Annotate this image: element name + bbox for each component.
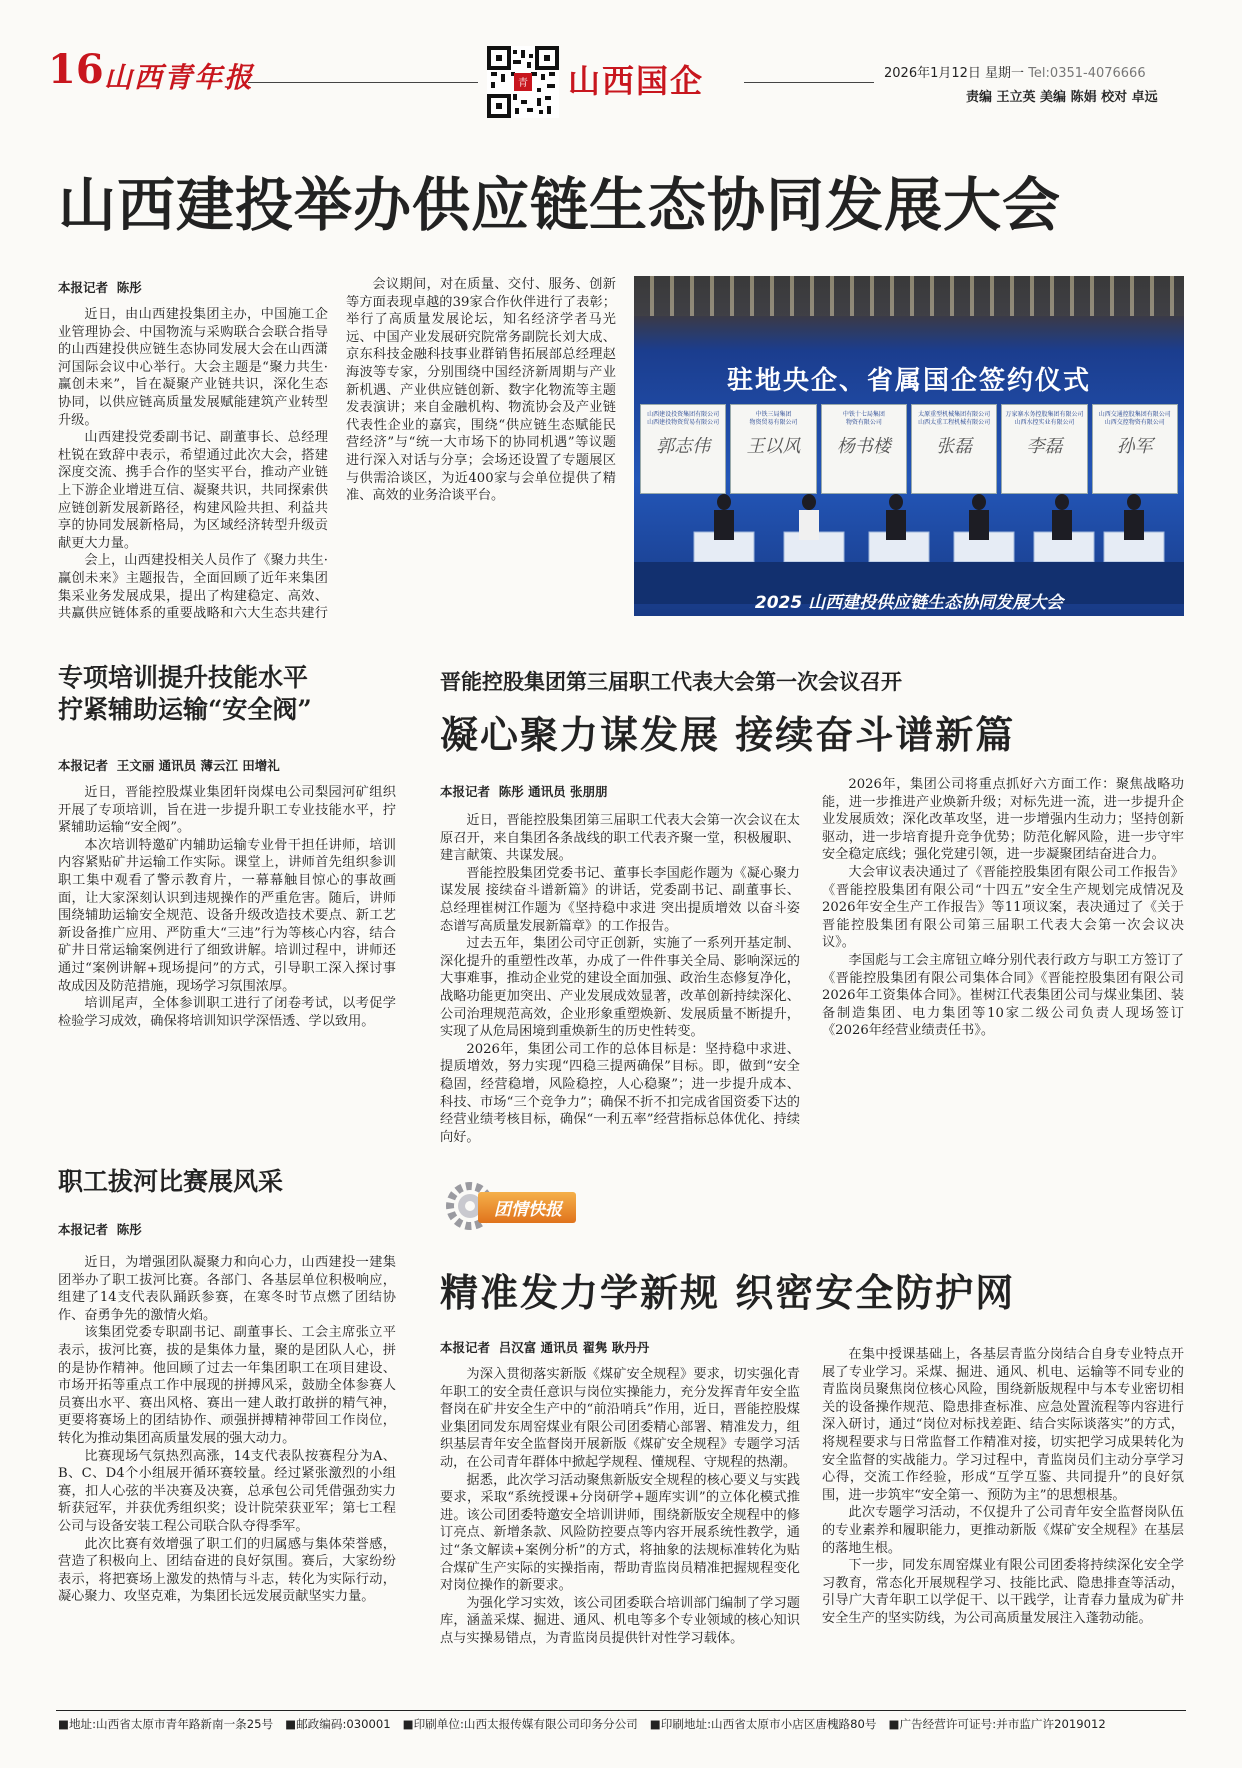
safety-col-1 — [440, 1366, 800, 1690]
tugofwar-body — [58, 1254, 396, 1690]
page-number: 16 — [48, 46, 104, 93]
byline-names: 陈彤 通讯员 张朋朋 — [498, 784, 608, 799]
signing-board — [911, 404, 997, 494]
board-org: 太原重型机械集团有限公司 — [918, 411, 991, 418]
board-signature: 张磊 — [936, 436, 973, 457]
board-org: 万家寨水务控股集团有限公司 — [1005, 411, 1084, 418]
paper-name: 山西青年报 — [104, 61, 255, 94]
lead-headline: 山西建投举办供应链生态协同发展大会 — [58, 171, 1062, 239]
footer — [58, 1716, 1188, 1732]
board-org: 中铁十七局集团 — [842, 411, 885, 418]
board-signature: 孙军 — [1116, 436, 1153, 457]
safety-paragraph: 此次专题学习活动，不仅提升了公司青年安全监督岗队伍的专业素养和履职能力，更推动新版《煤矿安全规程》在基层的落地生根。 — [822, 1505, 1184, 1556]
byline-label: 本报记者 — [440, 1340, 491, 1355]
tel: Tel:0351-4076666 — [1028, 66, 1146, 81]
byline-label: 本报记者 — [58, 280, 109, 295]
footer-rule — [56, 1710, 1186, 1711]
training-body — [58, 784, 396, 1102]
board-org: 山西交控物资有限公司 — [1104, 419, 1165, 426]
signing-board — [1001, 404, 1087, 494]
training-paragraph: 本次培训特邀矿内辅助运输专业骨干担任讲师，培训内容紧贴矿井运输工作实际。课堂上，讲师首先组织参训职工集中观看了警示教育片，一幕幕触目惊心的事故画面，让大家深刻认识到违规操作的严重危害。随后，讲师围绕辅助运输安全规范、设备升级改造技术要点、新工艺新设备推广应用、严防重大“三违”行为等核心内容，结合矿井日常运输案例进行了细致讲解。培训过程中，讲师还通过“案例讲解+现场提问”的方式，引导职工深入探讨事故成因及防范措施，现场学习氛围浓厚。 — [58, 837, 396, 994]
congress-paragraph: 李国彪与工会主席钮立峰分别代表行政方与职工方签订了《晋能控股集团有限公司集体合同》《晋能控股集团有限公司2026年工资集体合同》。崔树江代表集团公司与煤业集团、装备制造集团、电力集团等10家二级公司负责人现场签订《2026年经营业绩责任书》。 — [822, 952, 1184, 1039]
signing-board — [730, 404, 816, 494]
masthead-date-line — [884, 62, 1146, 81]
svg-text:青: 青 — [518, 78, 528, 89]
board-signature: 王以风 — [746, 436, 801, 457]
byline-names: 王文丽 通讯员 薄云江 田增礼 — [116, 758, 280, 773]
safety-paragraph: 在集中授课基础上，各基层青监分岗结合自身专业特点开展了专业学习。采煤、掘进、通风、机电、运输等不同专业的青监岗员聚焦岗位核心风险，围绕新版规程中与本专业密切相关的设备操作规范、隐患排查标准、应急处置流程等内容进行深入研讨，通过“岗位对标找差距、结合实际谈落实”的方式，将规程要求与日常监督工作精准对接，切实把学习成果转化为安全监督的实战能力。学习过程中，青监岗员们主动分享学习心得，交流工作经验，形成“互学互鉴、共同提升”的良好氛围，进一步筑牢“安全第一、预防为主”的思想根基。 — [822, 1347, 1184, 1503]
byline-label: 本报记者 — [440, 784, 491, 799]
tugofwar-title: 职工拔河比赛展风采 — [58, 1167, 284, 1196]
congress-col-2 — [822, 776, 1184, 1152]
safety-paragraph: 为强化学习实效，该公司团委联合培训部门编制了学习题库，涵盖采煤、掘进、通风、机电等多个专业领域的核心知识点与实操易错点，为青监岗员提供针对性学习载体。 — [440, 1595, 800, 1646]
tugofwar-paragraph: 该集团党委专职副书记、副董事长、工会主席张立平表示，拔河比赛，拔的是集体力量，聚的是团队人心，拼的是协作精神。他回顾了过去一年集团职工在项目建设、市场开拓等重点工作中展现的拼搏风采，鼓励全体参赛人员赛出水平、赛出风格、赛出一建人敢打敢拼的精气神，更要将赛场上的团结协作、顽强拼搏精神带回工作岗位，转化为推动集团高质量发展的强大动力。 — [58, 1325, 396, 1446]
header-rule-left — [248, 82, 478, 83]
congress-col-1 — [440, 812, 800, 1152]
podium — [694, 532, 1164, 562]
staff-credits: 责编 王立英 美编 陈娟 校对 卓远 — [966, 90, 1158, 105]
board-signature: 李磊 — [1026, 436, 1063, 457]
board-org: 山西交通控股集团有限公司 — [1098, 411, 1171, 418]
safety-paragraph: 为深入贯彻落实新版《煤矿安全规程》要求，切实强化青年职工的安全责任意识与岗位实操能力，充分发挥青年安全监督岗在矿井安全生产中的“前沿哨兵”作用，近日，晋能控股煤业集团同发东周窑煤业有限公司团委精心部署、精准发力，组织基层青年安全监督岗开展新版《煤矿安全规程》专题学习活动，在公司青年群体中掀起学规程、懂规程、守规程的热潮。 — [440, 1367, 800, 1470]
photo-banner: 驻地央企、省属国企签约仪式 — [726, 366, 1091, 396]
tugofwar-byline — [58, 1220, 142, 1238]
congress-paragraph: 2026年，集团公司将重点抓好六方面工作：聚焦战略功能，进一步推进产业焕新升级；对标先进一流，进一步提升企业发展质效；深化改革攻坚，进一步增强内生动力；坚持创新驱动，进一步培育提升竞争优势；防范化解风险，进一步守牢安全稳定底线；强化党建引领，进一步凝聚团结奋进合力。 — [822, 777, 1184, 863]
board-org: 山西水控实业有限公司 — [1014, 419, 1075, 426]
people-on-stage — [634, 484, 1184, 604]
congress-paragraph: 2026年，集团公司工作的总体目标是：坚持稳中求进、提质增效，努力实现“四稳三提两确保”目标。即，做到“安全稳固，经营稳增，风险稳控，人心稳聚”；进一步提升成本、科技、市场“三个竞争力”；确保不折不扣完成省国资委下达的经营业绩考核目标，确保“一利五率”经营指标总体优化、持续向好。 — [440, 1041, 800, 1145]
training-title — [58, 662, 312, 726]
lead-paragraph: 会上，山西建投相关人员作了《聚力共生·赢创未来》主题报告，全面回顾了近年来集团集采业务发展成果，提出了构建稳定、高效、共赢供应链体系的重要战略和六大生态共建行 — [58, 553, 328, 622]
congress-paragraph: 过去五年，集团公司守正创新，实施了一系列开基定制、深化提升的重塑性改革，办成了一件件事关全局、影响深远的大事难事，推动企业党的建设全面加强、政治生态修复净化，战略功能更加突出、产业发展成效显著，改革创新持续深化、公司治理规范高效，企业形象重塑焕新、发展质量不断提升，实现了从危局困境到重焕新生的历史性转变。 — [440, 936, 800, 1040]
footer-address: ■地址:山西省太原市青年路新南一条25号 — [58, 1717, 274, 1731]
training-title-line-2: 拧紧辅助运输“安全阀” — [58, 695, 312, 724]
youth-news-badge-label: 团情快报 — [478, 1192, 576, 1223]
lead-byline — [58, 278, 142, 296]
section-title: 山西国企 — [568, 62, 705, 100]
tugofwar-paragraph: 此次比赛有效增强了职工们的归属感与集体荣誉感，营造了积极向上、团结奋进的良好氛围。赛后，大家纷纷表示，将把赛场上激发的热情与斗志，转化为实际行动，凝心聚力、攻坚克难，为集团长远发展贡献坚实力量。 — [58, 1536, 396, 1605]
training-paragraph: 近日，晋能控股煤业集团轩岗煤电公司梨园河矿组织开展了专项培训，旨在进一步提升职工专业技能水平，拧紧辅助运输“安全阀”。 — [58, 785, 396, 836]
board-signature: 杨书楼 — [836, 436, 891, 457]
footer-ad-license: ■广告经营许可证号:并市监广许2019012 — [888, 1717, 1106, 1731]
lead-col-2 — [346, 276, 616, 626]
weekday: 星期一 — [985, 66, 1025, 81]
byline-names: 陈彤 — [116, 280, 142, 295]
qr-code — [487, 46, 559, 118]
training-byline — [58, 756, 280, 774]
byline-names: 吕汉富 通讯员 翟隽 耿丹丹 — [498, 1340, 650, 1355]
congress-headline: 凝心聚力谋发展 接续奋斗谱新篇 — [440, 712, 1016, 757]
date: 2026年1月12日 — [884, 66, 981, 81]
tugofwar-paragraph: 比赛现场气氛热烈高涨，14支代表队按赛程分为A、B、C、D4个小组展开循环赛较量。经过紧张激烈的小组赛，扣人心弦的半决赛及决赛，总承包公司凭借强劲实力斩获冠军，并获优秀组织奖；设计院荣获亚军；第七工程公司与设备安装工程公司联合队夺得季军。 — [58, 1448, 396, 1534]
youth-news-badge — [444, 1180, 604, 1232]
safety-byline — [440, 1338, 649, 1356]
congress-kicker: 晋能控股集团第三届职工代表大会第一次会议召开 — [440, 669, 902, 694]
ceiling-lights — [634, 276, 1184, 316]
byline-label: 本报记者 — [58, 1222, 109, 1237]
signing-boards — [640, 404, 1178, 494]
congress-paragraph: 大会审议表决通过了《晋能控股集团有限公司工作报告》《晋能控股集团有限公司“十四五”安全生产规划完成情况及2026年安全生产工作报告》等11项议案，表决通过了《关于晋能控股集团有限公司第三届职工代表大会第一次会议决议》。 — [822, 864, 1184, 951]
tugofwar-paragraph: 近日，为增强团队凝聚力和向心力，山西建投一建集团举办了职工拔河比赛。各部门、各基层单位积极响应，组建了14支代表队踊跃参赛，在寒冬时节点燃了团结协作、奋勇争先的激情火焰。 — [58, 1255, 396, 1323]
board-org: 物资贸易有限公司 — [749, 419, 798, 426]
header-rule-right — [744, 82, 874, 83]
training-title-line-1: 专项培训提升技能水平 — [58, 663, 309, 692]
congress-paragraph: 近日，晋能控股集团第三届职工代表大会第一次会议在太原召开，来自集团各条战线的职工代表齐聚一堂，积极履职、建言献策、共谋发展。 — [440, 813, 800, 864]
congress-byline — [440, 782, 607, 800]
photo-event-title: 2025 山西建投供应链生态协同发展大会 — [754, 593, 1064, 613]
signing-board — [640, 404, 726, 494]
training-paragraph: 培训尾声，全体参训职工进行了闭卷考试，以考促学检验学习成效，确保将培训知识学深悟透、学以致用。 — [58, 996, 396, 1029]
footer-print-address: ■印刷地址:山西省太原市小店区唐槐路80号 — [649, 1717, 877, 1731]
footer-postcode: ■邮政编码:030001 — [285, 1717, 391, 1731]
byline-label: 本报记者 — [58, 758, 109, 773]
lead-paragraph: 近日，由山西建投集团主办，中国施工企业管理协会、中国物流与采购联合会联合指导的山西建投供应链生态协同发展大会在山西潇河国际会议中心举行。大会主题是“聚力共生·赢创未来”，旨在凝聚产业链共识，深化生态协同，以供应链高质量发展赋能建筑产业转型升级。 — [58, 307, 328, 428]
board-org: 物资有限公司 — [845, 419, 882, 426]
board-org: 山西建设投资集团有限公司 — [647, 411, 720, 418]
board-org: 山西建投物资贸易有限公司 — [647, 419, 720, 426]
lead-paragraph: 会议期间，对在质量、交付、服务、创新等方面表现卓越的39家合作伙伴进行了表彰；举行了高质量发展论坛，知名经济学者马光远、中国产业发展研究院常务副院长刘大成、京东科技金融科技事业群销售拓展部总经理赵海波等专家，分别围绕中国经济新周期与产业新机遇、产业供应链创新、数字化物流等主题发表演讲；来自金融机构、物流协会及产业链代表性企业的嘉宾，围绕“供应链生态赋能民营经济”与“统一大市场下的协同机遇”等议题进行深入对话与分享；会场还设置了专题展区与供需洽谈区，为近400家与会单位提供了精准、高效的业务洽谈平台。 — [346, 277, 616, 504]
safety-col-2 — [822, 1346, 1184, 1690]
byline-names: 陈彤 — [116, 1222, 142, 1237]
footer-printer: ■印刷单位:山西太报传媒有限公司印务分公司 — [402, 1717, 638, 1731]
lead-photo — [634, 276, 1184, 616]
safety-paragraph: 据悉，此次学习活动聚焦新版安全规程的核心要义与实践要求，采取“系统授课+分岗研学+题库实训”的立体化模式推进。该公司团委特邀安全培训讲师，围绕新版安全规程中的修订亮点、新增条款、风险防控要点等内容开展系统性教学，通过“条文解读+案例分析”的方式，将抽象的法规标准转化为贴合煤矿生产实际的实操指南，帮助青监岗员精准把握规程变化对岗位操作的新要求。 — [440, 1472, 800, 1594]
board-signature: 郭志伟 — [656, 436, 711, 457]
congress-paragraph: 晋能控股集团党委书记、董事长李国彪作题为《凝心聚力谋发展 接续奋斗谱新篇》的讲话，党委副书记、副董事长、总经理崔树江作题为《坚持稳中求进 突出提质增效 以奋斗姿态谱写高质量发展新篇章》的工作报告。 — [440, 865, 800, 934]
lead-paragraph: 山西建投党委副书记、副董事长、总经理杜锐在致辞中表示，希望通过此次大会，搭建深度交流、携手合作的坚实平台，推动产业链上下游企业增进互信、凝聚共识，共同探索供应链创新发展新路径，构建风险共担、利益共享的协同发展新格局，为区域经济转型升级贡献更大力量。 — [58, 430, 328, 551]
safety-headline: 精准发力学新规 织密安全防护网 — [440, 1270, 1016, 1315]
safety-paragraph: 下一步，同发东周窑煤业有限公司团委将持续深化安全学习教育，常态化开展规程学习、技能比武、隐患排查等活动，引导广大青年职工以学促干、以干践学，让青春力量成为矿井安全生产的坚实防线，为公司高质量发展注入蓬勃动能。 — [822, 1558, 1184, 1626]
signing-board — [1092, 404, 1178, 494]
board-org: 中铁三局集团 — [755, 411, 792, 418]
board-org: 山西太重工程机械有限公司 — [918, 419, 991, 426]
signing-board — [821, 404, 907, 494]
lead-col-1 — [58, 306, 328, 626]
